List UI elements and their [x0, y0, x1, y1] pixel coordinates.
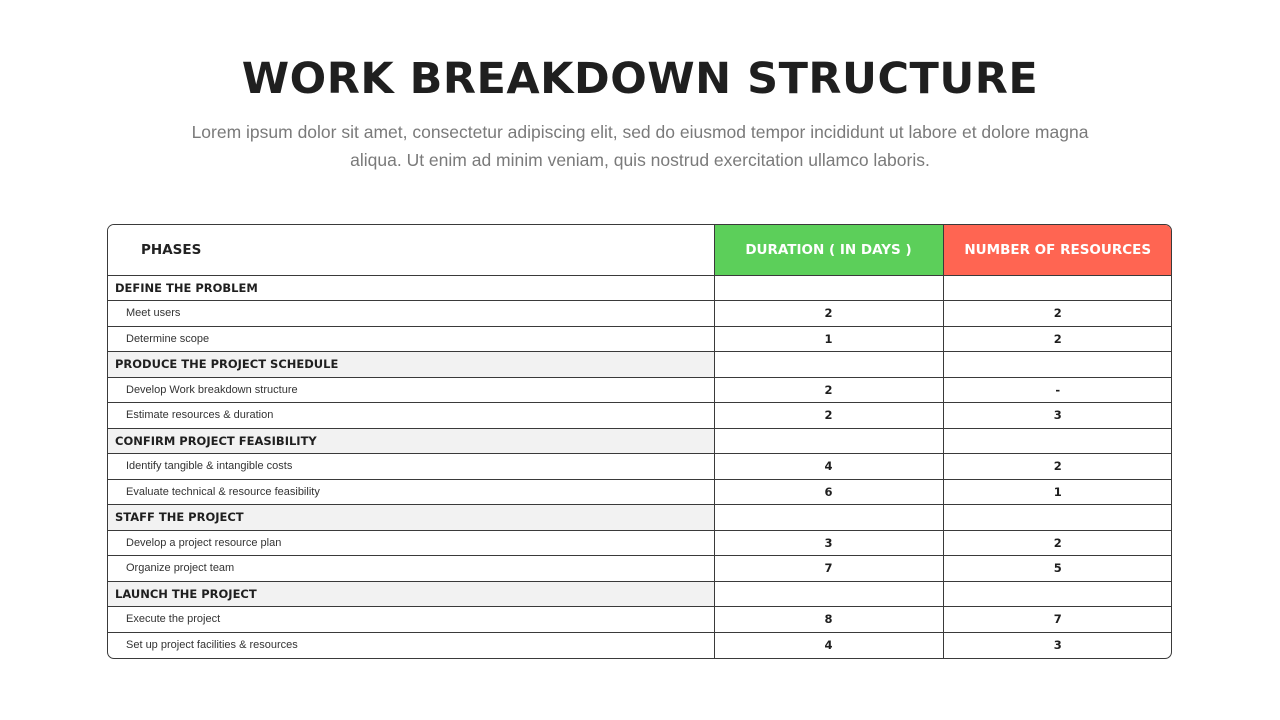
phase-resources-cell	[943, 352, 1172, 378]
phase-resources-cell	[943, 428, 1172, 454]
task-resources: 7	[943, 607, 1172, 633]
task-name: Estimate resources & duration	[108, 403, 714, 429]
phase-duration-cell	[714, 275, 943, 301]
task-name: Meet users	[108, 301, 714, 327]
phase-duration-cell	[714, 581, 943, 607]
task-duration: 2	[714, 403, 943, 429]
wbs-table	[107, 224, 1172, 659]
phase-duration-cell	[714, 505, 943, 531]
page-title: WORK BREAKDOWN STRUCTURE	[241, 54, 1039, 104]
task-row	[108, 479, 1172, 505]
task-row	[108, 326, 1172, 352]
task-duration: 4	[714, 454, 943, 480]
phase-row	[108, 352, 1172, 378]
task-resources: 2	[943, 530, 1172, 556]
task-row	[108, 556, 1172, 582]
task-name: Set up project facilities & resources	[108, 632, 714, 658]
task-resources: 2	[943, 301, 1172, 327]
task-resources: 3	[943, 403, 1172, 429]
task-row	[108, 607, 1172, 633]
task-resources: -	[943, 377, 1172, 403]
phase-name: CONFIRM PROJECT FEASIBILITY	[108, 428, 714, 454]
task-name: Evaluate technical & resource feasibility	[108, 479, 714, 505]
task-row	[108, 530, 1172, 556]
header-resources: NUMBER OF RESOURCES	[943, 225, 1172, 275]
task-resources: 1	[943, 479, 1172, 505]
task-name: Develop Work breakdown structure	[108, 377, 714, 403]
phase-resources-cell	[943, 505, 1172, 531]
phase-duration-cell	[714, 428, 943, 454]
task-row	[108, 377, 1172, 403]
task-row	[108, 632, 1172, 658]
task-resources: 3	[1053, 638, 1062, 652]
phase-row	[108, 275, 1172, 301]
task-duration: 1	[714, 326, 943, 352]
task-duration: 6	[714, 479, 943, 505]
task-resources: 2	[943, 454, 1172, 480]
task-name: Determine scope	[108, 326, 714, 352]
task-duration: 4	[714, 632, 943, 658]
task-resources: 2	[943, 326, 1172, 352]
phase-name: STAFF THE PROJECT	[108, 505, 714, 531]
phase-resources-cell	[943, 275, 1172, 301]
phase-row	[108, 428, 1172, 454]
phase-name: DEFINE THE PROBLEM	[108, 275, 714, 301]
task-duration: 3	[714, 530, 943, 556]
header-duration: DURATION ( IN DAYS )	[714, 225, 943, 275]
task-row	[108, 301, 1172, 327]
task-resources: 5	[943, 556, 1172, 582]
task-row	[108, 454, 1172, 480]
table-header-row	[108, 225, 1172, 275]
phase-duration-cell	[714, 352, 943, 378]
header-phases: PHASES	[108, 225, 714, 275]
task-name: Identify tangible & intangible costs	[108, 454, 714, 480]
task-duration: 7	[714, 556, 943, 582]
phase-row	[108, 505, 1172, 531]
task-name: Execute the project	[108, 607, 714, 633]
task-duration: 2	[714, 301, 943, 327]
phase-name: PRODUCE THE PROJECT SCHEDULE	[108, 352, 714, 378]
page-subtitle: Lorem ipsum dolor sit amet, consectetur adipiscing elit, sed do eiusmod tempor incididunt ut labore et dolore magna aliqua. Ut enim ad minim veniam, quis nostrud exercitation ullamco laboris.	[191, 122, 1089, 170]
phase-resources-cell	[943, 581, 1172, 607]
task-duration: 2	[714, 377, 943, 403]
task-name: Organize project team	[108, 556, 714, 582]
phase-row	[108, 581, 1172, 607]
task-row	[108, 403, 1172, 429]
phase-name: LAUNCH THE PROJECT	[108, 581, 714, 607]
task-name: Develop a project resource plan	[108, 530, 714, 556]
task-duration: 8	[714, 607, 943, 633]
